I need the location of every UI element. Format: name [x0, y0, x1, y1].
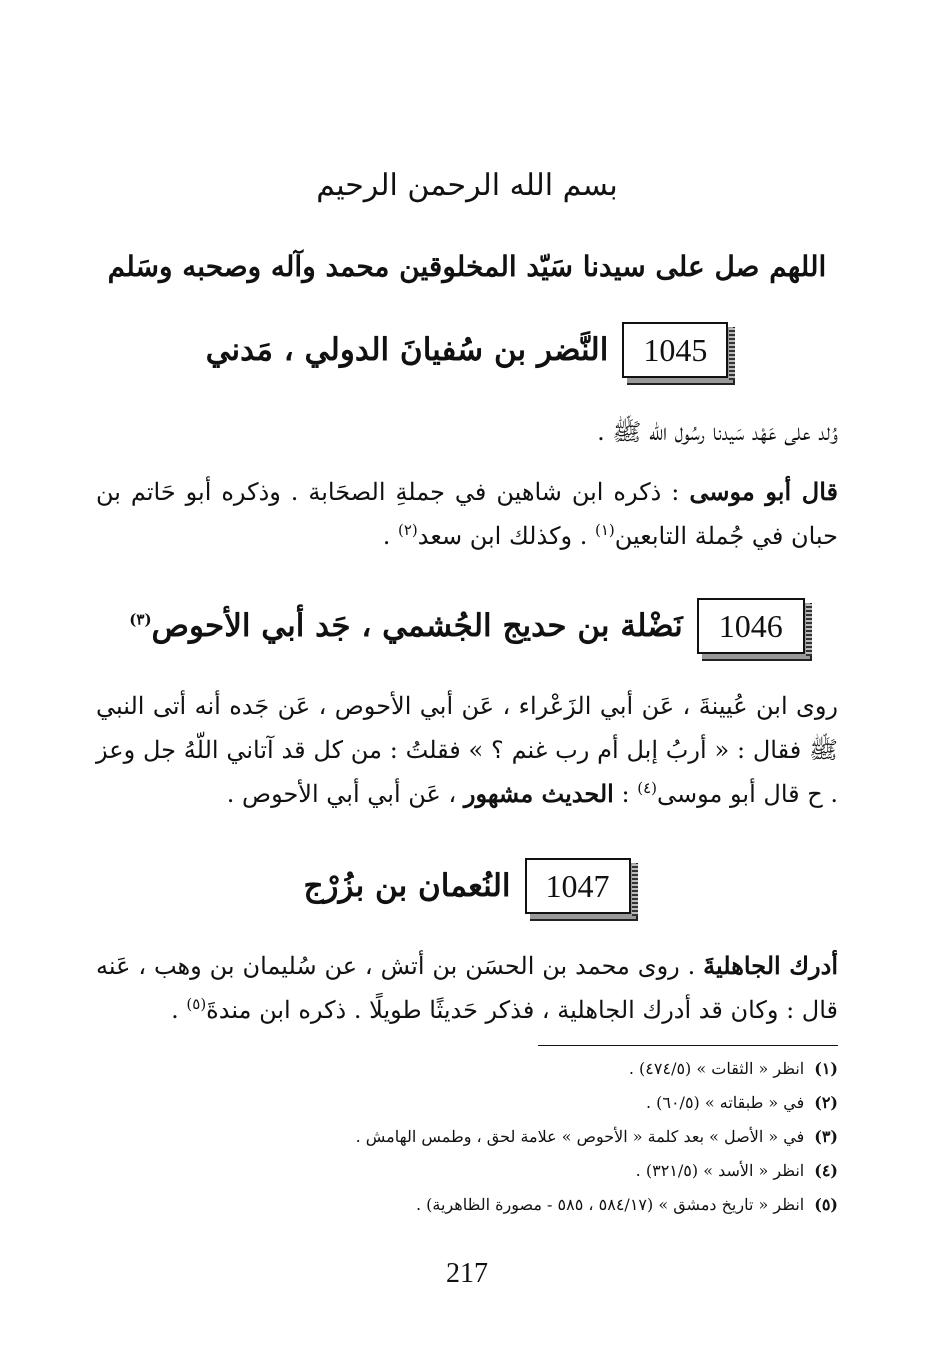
bold-phrase: الحديث مشهور	[463, 779, 614, 808]
entry-1045-line-1: وُلد على عَهْد سَيدنا رسُول اللّه ﷺ .	[597, 418, 838, 446]
footnote-ref: (٤)	[637, 779, 658, 797]
basmala: بسم الله الرحمن الرحيم	[316, 168, 618, 203]
entry-number-box: 1045	[622, 322, 728, 378]
entry-title: النُعمان بن بزُرْج	[303, 868, 511, 904]
salawat-line: اللهم صل على سيدنا سَيّد المخلوقين محمد وآله وصحبه وسَلم	[107, 250, 827, 283]
entry-number-box: 1046	[697, 598, 805, 654]
entry-number-box: 1047	[525, 858, 631, 914]
entry-1047-paragraph: أدرك الجاهليةَ . روى محمد بن الحسَن بن أتش ، عن سُليمان بن وهب ، عَنه قال : وكان قد أدرك الجاهلية ، فذكر حَديثًا طويلًا . ذكره ابن مندةَ$^{(٥)}$ .	[96, 951, 839, 1024]
footnote-divider	[538, 1045, 838, 1046]
footnote-ref: (٢)	[398, 521, 418, 539]
footnote-ref: (١)	[595, 521, 615, 539]
footnote-item: (٥)انظر « تاريخ دمشق » (٥٨٤/١٧ ، ٥٨٥ - مصورة الظاهرية) .	[416, 1195, 838, 1214]
entry-title: نَضْلة بن حديج الجُشمي ، جَد أبي الأحوص$^{(٣)}$	[129, 608, 683, 644]
entry-1045-paragraph: قال أبو موسى : ذكره ابن شاهين في جملةِ الصحَابة . وذكره أبو حَاتم بن حبان في جُملة التابعين$^{(١)}$ . وكذلك ابن سعد$^{(٢)}$ .	[96, 477, 838, 550]
entry-1046-paragraph: روى ابن عُيينةَ ، عَن أبي الزَعْراء ، عَن أبي الأحوص ، عَن جَده أنه أتى النبي ﷺ فقال : « أربُ إبل أم رب غنم ؟ » فقلتُ : من كل قد آتاني اللّهُ جل وعز . ح قال أبو موسى$^{(٤)}$ : الحديث مشهور ، عَن أبي أبي الأحوص .	[96, 692, 838, 808]
footnote-item: (٤)انظر « الأسد » (٣٢١/٥) .	[635, 1161, 838, 1180]
footnote-item: (٢)في « طبقاته » (٦٠/٥) .	[645, 1093, 838, 1112]
footnotes	[96, 1052, 838, 1222]
footnote-item: (١)انظر « الثقات » (٤٧٤/٥) .	[628, 1059, 838, 1078]
entry-heading-1046	[0, 598, 934, 654]
footnote-ref: (٣)	[129, 610, 152, 629]
footnote-ref: (٥)	[186, 995, 207, 1013]
entry-heading-1047	[0, 858, 934, 914]
footnote-item: (٣)في « الأصل » بعد كلمة « الأحوص » علامة لحق ، وطمس الهامش .	[355, 1127, 838, 1146]
bold-phrase: أدرك الجاهليةَ	[703, 951, 839, 980]
page-number: 217	[446, 1258, 488, 1289]
entry-title: النَّضر بن سُفيانَ الدولي ، مَدني	[205, 332, 609, 368]
entry-heading-1045	[0, 322, 934, 378]
speaker-label: قال أبو موسى	[689, 477, 838, 506]
